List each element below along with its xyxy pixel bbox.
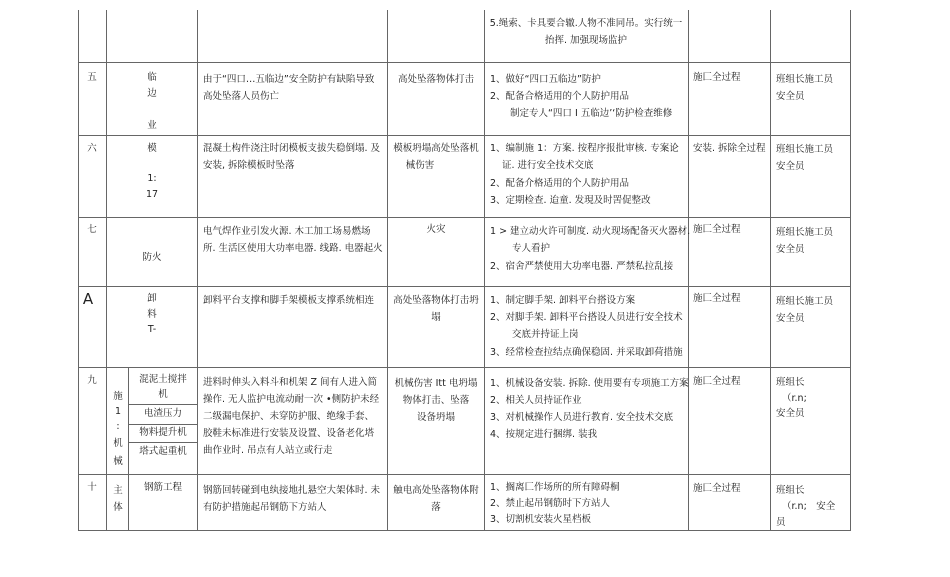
project-name: 料 xyxy=(147,309,157,320)
machine-name: 钢筋工程 xyxy=(143,482,182,493)
control-measure: 1、编制施 1：方案. 按程序报批审核. 专案论 xyxy=(490,143,679,154)
hazard-cause: 有防护措施起吊钢筋下方站人 xyxy=(203,502,327,513)
table-border xyxy=(128,404,197,405)
responsible-person: 安全员 xyxy=(776,244,805,255)
project-name: 17 xyxy=(145,189,159,200)
category-name: : xyxy=(116,421,120,432)
responsible-person: 安全员 xyxy=(776,408,805,419)
control-measure: 交底并持证上岗 xyxy=(512,329,579,340)
responsible-person: 班组长施工员 xyxy=(776,227,834,238)
possible-accident: 设备坍塌 xyxy=(416,412,455,423)
hazard-cause: 由于“四口…五临边”安全防护有缺陷导致 xyxy=(203,74,375,85)
table-border xyxy=(78,62,851,63)
control-measure: 1、机械设备安装. 拆除. 使用要有专项施工方案 xyxy=(490,378,689,389)
table-border xyxy=(78,10,79,530)
possible-accident: 高处坠落物体打击坍 xyxy=(393,295,479,306)
hazard-cause: 钢筋回转碰到电纨接地扎悬空大架体时. 未 xyxy=(203,485,381,496)
row-number: 九 xyxy=(87,375,97,386)
project-name: 防火 xyxy=(142,252,162,263)
responsible-person: 员 xyxy=(776,517,786,528)
project-name: T- xyxy=(147,324,157,335)
category-name: 体 xyxy=(113,502,123,513)
responsible-person: 班组长施工员 xyxy=(776,74,834,85)
table-border xyxy=(78,474,851,475)
control-measure: 2、禁止起吊钢筋时下方站人 xyxy=(490,498,611,509)
table-border xyxy=(78,286,851,287)
control-measure: 1 > 建立动火许可制度. 动火现场配备灭火器材. xyxy=(490,226,691,237)
table-border xyxy=(78,217,851,218)
hazard-cause: 混凝土构件浇注时闭模板支拔失稳倒塌. 及 xyxy=(203,143,381,154)
control-measure: 抬挥. 加强现场监护 xyxy=(544,35,628,46)
control-measure: 2、配备合格适用的个人防护用品 xyxy=(490,91,630,102)
category-name: 施 xyxy=(113,391,123,402)
control-measure: 3、对机械操作人员进行教育. 安全技术交底 xyxy=(490,412,674,423)
responsible-person: 安全员 xyxy=(776,313,805,324)
table-border xyxy=(78,135,851,136)
control-period: 施匚全过程 xyxy=(693,293,741,304)
table-border xyxy=(197,10,198,530)
row-number: 五 xyxy=(87,72,97,83)
responsible-person: 班组长 xyxy=(776,377,805,388)
category-name: 械 xyxy=(113,456,123,467)
project-name: 业 xyxy=(147,120,157,131)
project-name: 临 xyxy=(147,72,157,83)
hazard-cause: 操作. 无人监护电流动耐一次 •侧防护未经 xyxy=(203,394,380,405)
machine-name: 物料提升机 xyxy=(139,427,187,438)
control-measure: 4、按规定进行捆绑. 装我 xyxy=(490,429,598,440)
hazard-cause: 所. 生活区使用大功率电器. 线路. 电器起火 xyxy=(203,243,383,254)
possible-accident: 械伤害 xyxy=(405,160,435,171)
table-border xyxy=(387,10,388,530)
row-number: A xyxy=(82,290,94,308)
table-border xyxy=(770,10,771,530)
responsible-person: 安全员 xyxy=(776,161,805,172)
control-period: 施匚全过程 xyxy=(693,72,741,83)
control-measure: 1、制定脚手架. 卸料平台搭设方案 xyxy=(490,295,636,306)
table-border xyxy=(688,10,689,530)
table-border xyxy=(106,10,107,530)
possible-accident: 落 xyxy=(431,502,441,513)
control-period: 施匚全过程 xyxy=(693,224,741,235)
machine-name: 电渣压力 xyxy=(143,408,182,419)
category-name: 主 xyxy=(113,485,123,496)
hazard-cause: 胶鞋未标准进行安装及设置、设备老化塔 xyxy=(203,428,375,439)
possible-accident: 机械伤害 Itt 电坍塌 xyxy=(394,378,478,389)
control-measure: 3、定期检查. 迨童. 发現及时罟促整改 xyxy=(490,195,651,206)
project-name: 卸 xyxy=(147,293,157,304)
control-period: 施匚全过程 xyxy=(693,376,741,387)
hazard-cause: 安装, 拆除模板时坠落 xyxy=(203,160,295,171)
control-measure: 2、宿舍严禁使用大功率电器. 严禁私拉乱接 xyxy=(490,261,674,272)
table-border xyxy=(78,530,851,531)
responsible-person: （r.n; 安全 xyxy=(782,501,836,512)
control-period: 安装. 拆除全过程 xyxy=(693,143,766,154)
responsible-person: 班组长施工员 xyxy=(776,144,834,155)
hazard-cause: 高处坠落人员伤亡 xyxy=(203,91,280,102)
table-border xyxy=(78,367,851,368)
control-measure: 1、搁离匚作场所的所有障碍桐 xyxy=(490,482,620,493)
control-measure: 3、经常检查拉结点确保稳固. 并采取卸荷措施 xyxy=(490,347,683,358)
responsible-person: 班组长 xyxy=(776,485,805,496)
category-name: 机 xyxy=(113,438,123,449)
row-number: 十 xyxy=(87,482,97,493)
responsible-person: 安全员 xyxy=(776,91,805,102)
hazard-cause: 曲作业时. 吊点有人站立或行走 xyxy=(203,445,333,456)
control-measure: 2、配备介格适用的个人防护用品 xyxy=(490,178,630,189)
hazard-cause: 卸料平台支撑和脚手架模板支撑系统相连 xyxy=(203,295,375,306)
control-measure: 1、做好“四口五临边”防护 xyxy=(490,74,601,85)
control-measure: 制定专人“四口 I 五临边’‘防护检查维修 xyxy=(510,108,673,119)
row-number: 七 xyxy=(87,224,97,235)
control-measure: 证. 进行安全技术交底 xyxy=(502,160,594,171)
responsible-person: （r.n; xyxy=(782,393,807,404)
machine-name: 机 xyxy=(158,389,168,400)
control-measure: 3、切割机安装火星档板 xyxy=(490,514,592,525)
possible-accident: 塌 xyxy=(431,312,441,323)
category-name: 1 xyxy=(114,406,122,417)
possible-accident: 火灾 xyxy=(426,224,446,235)
table-border xyxy=(484,10,485,530)
control-period: 施匚全过程 xyxy=(693,483,741,494)
machine-name: 混泥土搅拌 xyxy=(139,374,187,385)
machine-name: 塔式起重机 xyxy=(139,446,187,457)
project-name: 边 xyxy=(147,88,157,99)
table-border xyxy=(850,10,851,530)
possible-accident: 触电高处坠落物体附 xyxy=(393,485,479,496)
control-measure: 专人看护 xyxy=(512,243,551,254)
control-measure: 5.绳索、卡具要合辙.人物不准同吊。实行统一 xyxy=(489,18,683,29)
project-name: 1: xyxy=(147,173,157,184)
hazard-cause: 二级漏电保护、未穿防护服、绝缘手套、 xyxy=(203,411,375,422)
possible-accident: 模板坍塌高处坠落机 xyxy=(393,143,479,154)
possible-accident: 物体打击、坠落 xyxy=(402,395,470,406)
hazard-cause: 进料时伸头入料斗和机架 Z 间有人进入简 xyxy=(203,377,378,388)
possible-accident: 高处坠落物体打击 xyxy=(397,74,474,85)
responsible-person: 班组长施工员 xyxy=(776,296,834,307)
table-border xyxy=(128,367,129,530)
control-measure: 2、相关人员持证作业 xyxy=(490,395,582,406)
hazard-cause: 电气焊作业引发火源. 木工加工场易燃场 xyxy=(203,226,371,237)
control-measure: 2、对脚手架. 卸料平台搭设人员进行安全技术 xyxy=(490,312,683,323)
project-name: 模 xyxy=(147,143,157,154)
table-border xyxy=(128,442,197,443)
row-number: 六 xyxy=(87,143,97,154)
